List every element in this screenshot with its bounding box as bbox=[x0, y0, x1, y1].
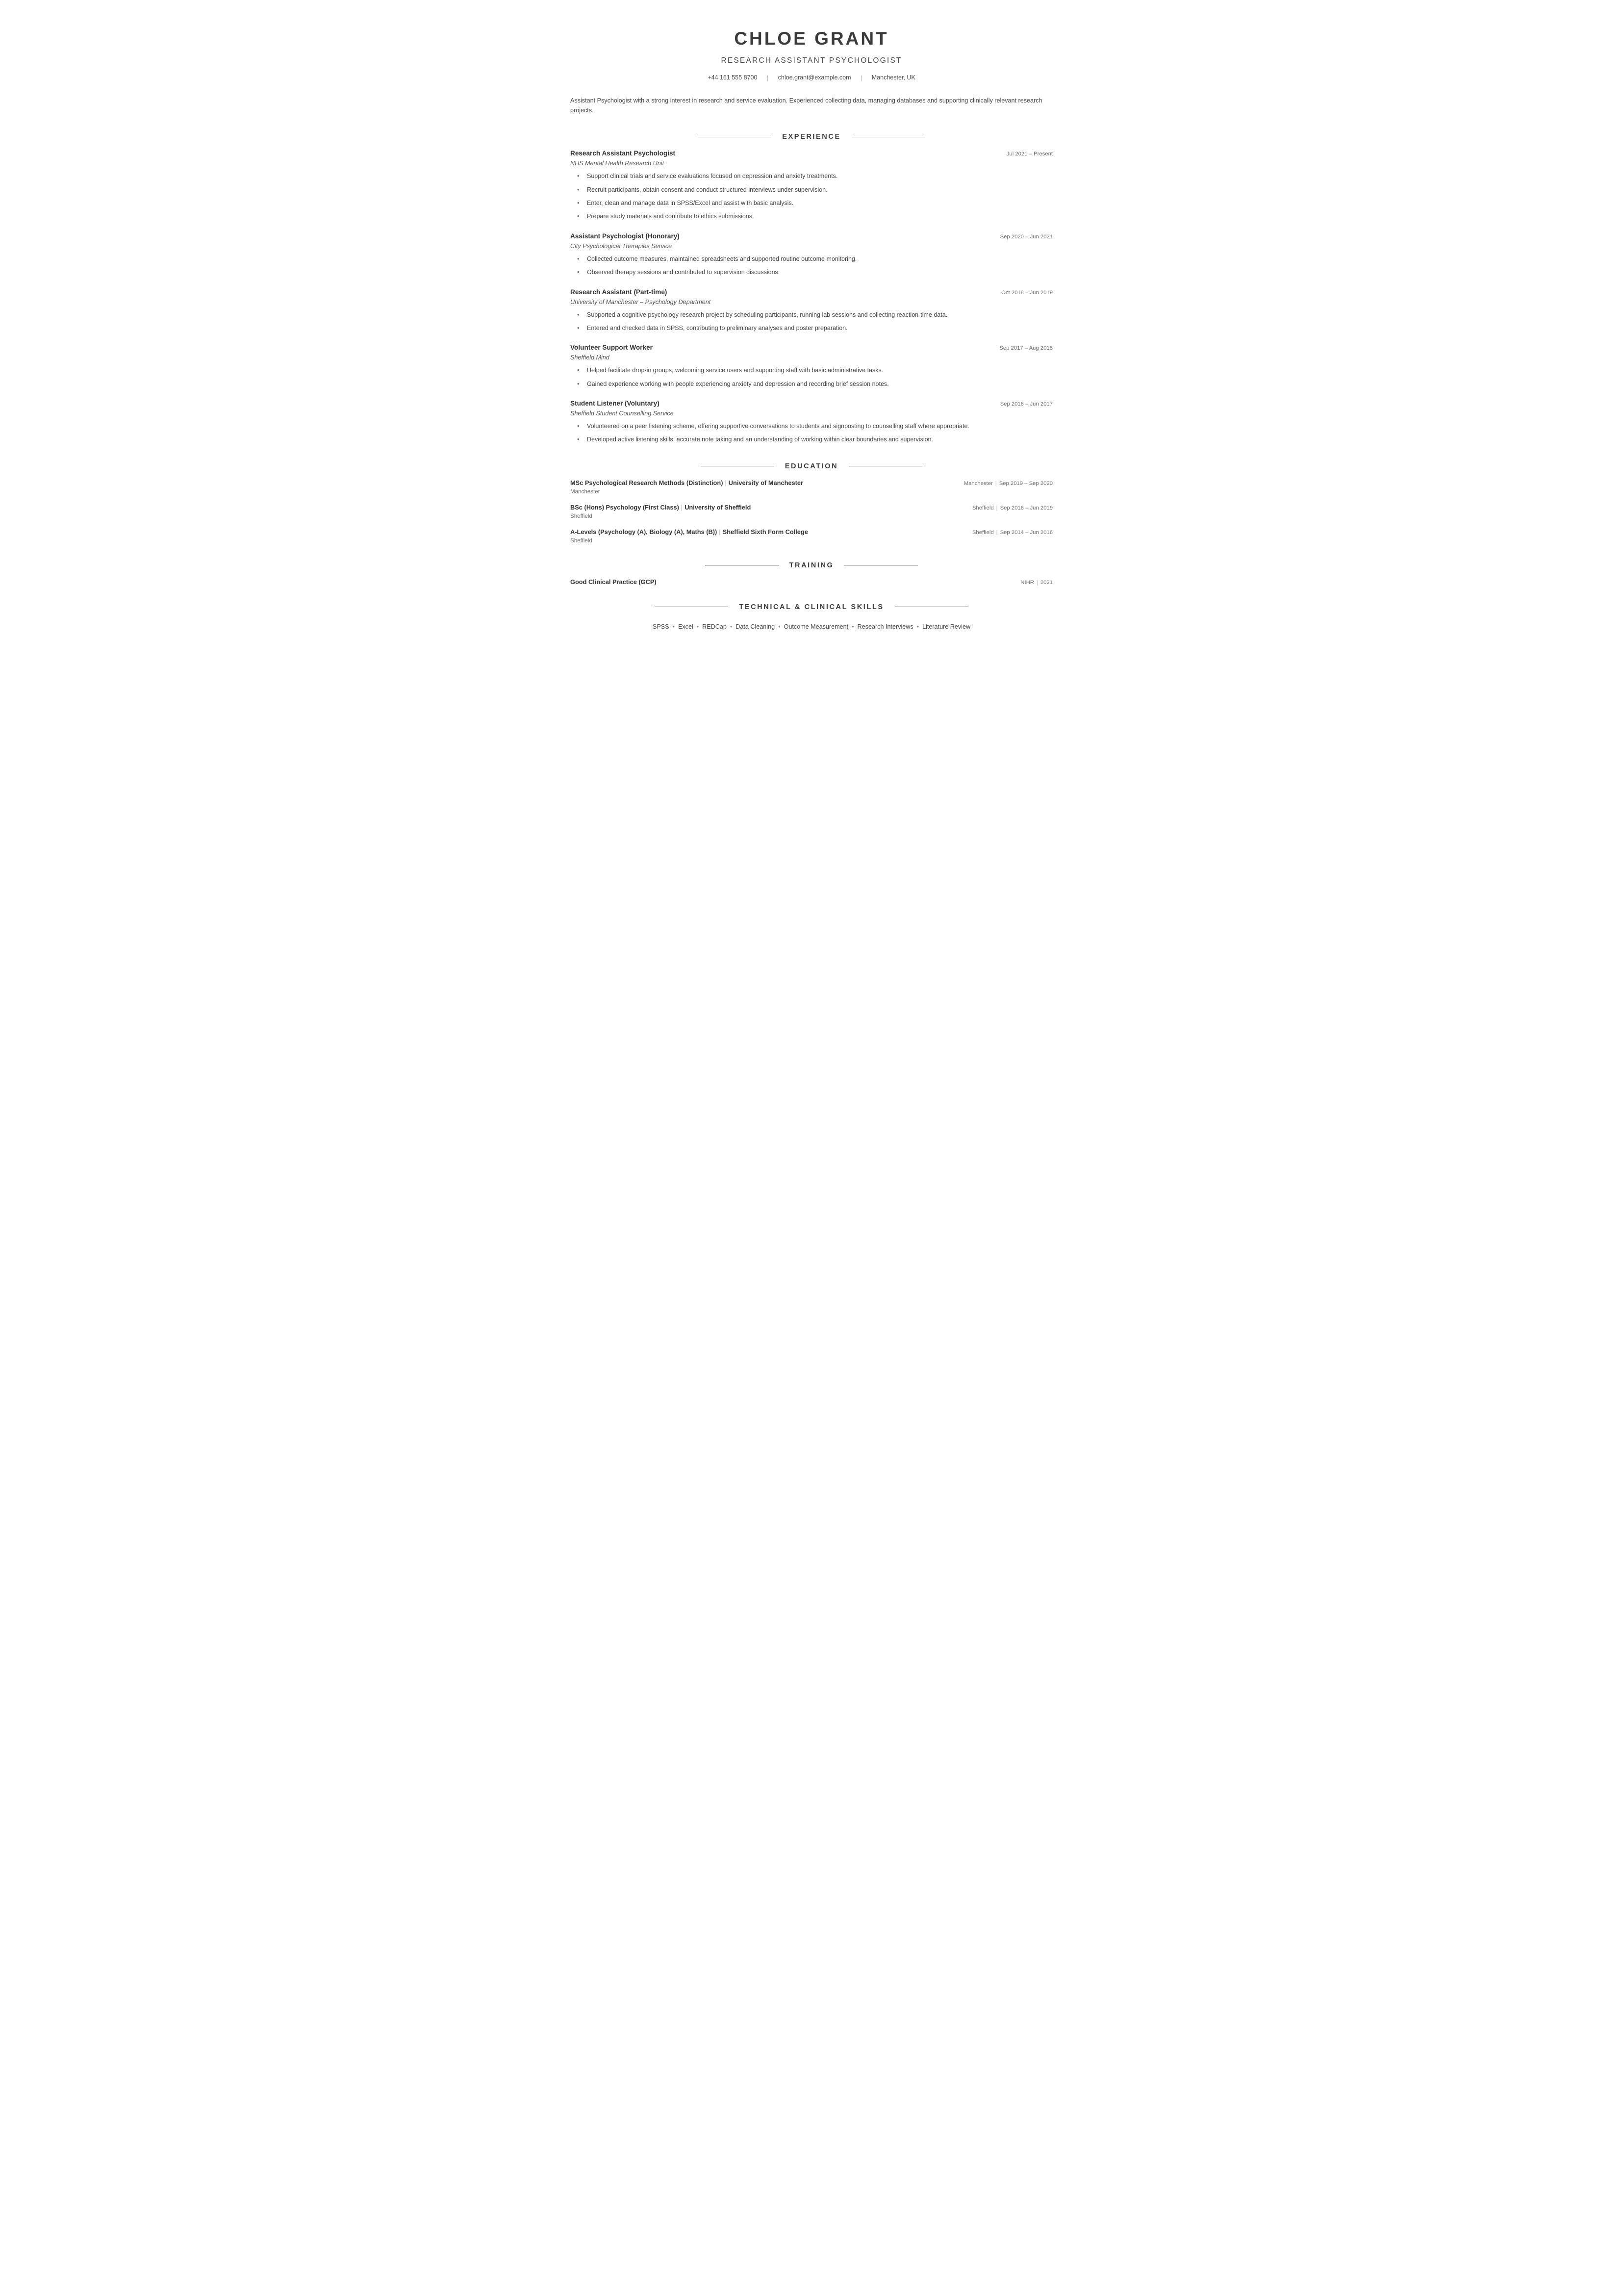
experience-bullet: • Enter, clean and manage data in SPSS/Excel and assist with basic analysis. bbox=[586, 199, 1053, 208]
skills-list bbox=[570, 622, 1053, 632]
title-divider-icon: | bbox=[725, 479, 727, 486]
education-qualification: MSc Psychological Research Methods (Distinction) bbox=[570, 479, 723, 486]
experience-item-header bbox=[570, 150, 1053, 157]
experience-item bbox=[570, 288, 1053, 333]
education-qualification: A-Levels (Psychology (A), Biology (A), Maths (B)) bbox=[570, 528, 717, 536]
education-item-header bbox=[570, 504, 1053, 511]
meta-divider-icon: | bbox=[1036, 579, 1038, 586]
experience-job-date: Sep 2020 – Jun 2021 bbox=[1000, 233, 1053, 240]
skill-separator-icon: • bbox=[672, 623, 675, 630]
skill-item: Excel bbox=[678, 623, 693, 630]
education-institution: University of Sheffield bbox=[685, 503, 751, 511]
experience-job-title: Research Assistant (Part-time) bbox=[570, 288, 667, 296]
contact-phone: +44 161 555 8700 bbox=[708, 74, 758, 81]
training-title: Good Clinical Practice (GCP) bbox=[570, 578, 657, 586]
contact-divider-icon: | bbox=[861, 74, 862, 81]
experience-bullets bbox=[570, 422, 1053, 445]
experience-bullets bbox=[570, 366, 1053, 389]
education-sub: Sheffield bbox=[570, 512, 592, 519]
skill-item: SPSS bbox=[652, 623, 669, 630]
training-list bbox=[570, 578, 1053, 586]
education-dates: Sep 2016 – Jun 2019 bbox=[1000, 505, 1053, 511]
title-divider-icon: | bbox=[719, 528, 721, 536]
education-sub: Manchester bbox=[570, 488, 600, 495]
title-divider-icon: | bbox=[681, 503, 683, 511]
section-heading-experience bbox=[570, 133, 1053, 141]
section-title-education: EDUCATION bbox=[785, 462, 838, 470]
experience-job-title: Research Assistant Psychologist bbox=[570, 150, 676, 157]
education-item bbox=[570, 528, 1053, 544]
candidate-name: CHLOE GRANT bbox=[734, 28, 889, 49]
experience-item-header bbox=[570, 344, 1053, 351]
skill-item: Outcome Measurement bbox=[784, 623, 849, 630]
experience-item bbox=[570, 150, 1053, 222]
education-item-header bbox=[570, 479, 1053, 486]
contact-location: Manchester, UK bbox=[871, 74, 915, 81]
skill-item: REDCap bbox=[702, 623, 727, 630]
education-item bbox=[570, 504, 1053, 519]
section-title-skills: TECHNICAL & CLINICAL SKILLS bbox=[739, 603, 884, 611]
education-sub: Sheffield bbox=[570, 537, 592, 544]
experience-bullet: • Support clinical trials and service evaluations focused on depression and anxiety treatments. bbox=[586, 172, 1053, 181]
training-provider: NIHR bbox=[1020, 579, 1034, 586]
experience-job-org: Sheffield Student Counselling Service bbox=[570, 410, 674, 417]
experience-bullet: • Gained experience working with people experiencing anxiety and depression and recording brief session notes. bbox=[586, 380, 1053, 389]
contact-line bbox=[570, 74, 1053, 81]
experience-item bbox=[570, 400, 1053, 445]
skill-separator-icon: • bbox=[916, 623, 919, 630]
education-place: Sheffield bbox=[972, 505, 994, 511]
experience-bullet: • Supported a cognitive psychology research project by scheduling participants, running lab sessions and collecting reaction-time data. bbox=[586, 310, 1053, 320]
education-place: Sheffield bbox=[972, 529, 994, 536]
experience-job-date: Jul 2021 – Present bbox=[1006, 151, 1053, 157]
education-item bbox=[570, 479, 1053, 495]
experience-bullet: • Entered and checked data in SPSS, contributing to preliminary analyses and poster preparation. bbox=[586, 324, 1053, 333]
education-institution: University of Manchester bbox=[728, 479, 803, 486]
experience-job-org: Sheffield Mind bbox=[570, 354, 609, 361]
experience-job-date: Oct 2018 – Jun 2019 bbox=[1001, 289, 1053, 296]
section-title-experience: EXPERIENCE bbox=[782, 133, 841, 141]
education-place: Manchester bbox=[964, 480, 993, 486]
section-heading-training bbox=[570, 561, 1053, 569]
experience-bullet: • Recruit participants, obtain consent and conduct structured interviews under supervision. bbox=[586, 185, 1053, 195]
education-dates: Sep 2014 – Jun 2016 bbox=[1000, 529, 1053, 536]
experience-job-date: Sep 2017 – Aug 2018 bbox=[999, 345, 1053, 352]
experience-list bbox=[570, 150, 1053, 445]
training-year: 2021 bbox=[1040, 579, 1053, 586]
professional-summary: Assistant Psychologist with a strong interest in research and service evaluation. Experienced collecting data, managing databases and supporting clinically relevant research projects. bbox=[570, 97, 1042, 114]
education-meta bbox=[956, 481, 1053, 486]
experience-bullet: • Developed active listening skills, accurate note taking and an understanding of working within clear boundaries and supervision. bbox=[586, 435, 1053, 444]
meta-divider-icon: | bbox=[996, 529, 998, 536]
section-heading-skills bbox=[570, 603, 1053, 611]
education-title bbox=[570, 504, 751, 511]
education-title bbox=[570, 479, 803, 486]
skill-item: Research Interviews bbox=[857, 623, 913, 630]
training-item-header bbox=[570, 578, 1053, 586]
meta-divider-icon: | bbox=[996, 505, 998, 511]
experience-bullet: • Observed therapy sessions and contributed to supervision discussions. bbox=[586, 268, 1053, 277]
skill-item: Data Cleaning bbox=[735, 623, 775, 630]
training-item bbox=[570, 578, 1053, 586]
training-meta bbox=[1013, 580, 1053, 586]
experience-bullet: • Prepare study materials and contribute to ethics submissions. bbox=[586, 212, 1053, 221]
skill-separator-icon: • bbox=[852, 623, 854, 630]
experience-item bbox=[570, 232, 1053, 278]
contact-divider-icon: | bbox=[766, 74, 769, 81]
contact-email[interactable]: chloe.grant@example.com bbox=[778, 74, 851, 81]
experience-job-title: Assistant Psychologist (Honorary) bbox=[570, 232, 680, 240]
experience-bullets bbox=[570, 172, 1053, 222]
experience-bullets bbox=[570, 310, 1053, 333]
education-qualification: BSc (Hons) Psychology (First Class) bbox=[570, 503, 679, 511]
experience-bullet: • Collected outcome measures, maintained spreadsheets and supported routine outcome monitoring. bbox=[586, 255, 1053, 264]
education-meta bbox=[964, 505, 1053, 511]
candidate-title: RESEARCH ASSISTANT PSYCHOLOGIST bbox=[721, 56, 902, 65]
experience-bullets bbox=[570, 255, 1053, 278]
experience-item bbox=[570, 344, 1053, 389]
skill-separator-icon: • bbox=[730, 623, 733, 630]
skill-item: Literature Review bbox=[922, 623, 971, 630]
skill-separator-icon: • bbox=[778, 623, 781, 630]
experience-job-org: City Psychological Therapies Service bbox=[570, 242, 672, 250]
education-list bbox=[570, 479, 1053, 544]
meta-divider-icon: | bbox=[995, 480, 997, 486]
experience-job-title: Student Listener (Voluntary) bbox=[570, 400, 659, 408]
experience-bullet: • Volunteered on a peer listening scheme, offering supportive conversations to students and signposting to counselling staff where appropriate. bbox=[586, 422, 1053, 431]
experience-bullet: • Helped facilitate drop-in groups, welcoming service users and supporting staff with basic administrative tasks. bbox=[586, 366, 1053, 375]
experience-item-header bbox=[570, 232, 1053, 240]
experience-job-title: Volunteer Support Worker bbox=[570, 344, 653, 352]
resume-header bbox=[570, 28, 1053, 115]
experience-job-org: University of Manchester – Psychology Department bbox=[570, 298, 711, 306]
experience-item-header bbox=[570, 288, 1053, 296]
experience-job-org: NHS Mental Health Research Unit bbox=[570, 160, 664, 167]
experience-job-date: Sep 2016 – Jun 2017 bbox=[1000, 401, 1053, 408]
section-title-training: TRAINING bbox=[789, 561, 834, 569]
education-item-header bbox=[570, 528, 1053, 536]
education-title bbox=[570, 528, 808, 536]
education-dates: Sep 2019 – Sep 2020 bbox=[999, 480, 1053, 486]
resume-page bbox=[537, 0, 1086, 776]
section-heading-education bbox=[570, 462, 1053, 470]
experience-item-header bbox=[570, 400, 1053, 407]
skill-separator-icon: • bbox=[696, 623, 699, 630]
education-institution: Sheffield Sixth Form College bbox=[722, 528, 808, 536]
education-meta bbox=[964, 530, 1053, 536]
